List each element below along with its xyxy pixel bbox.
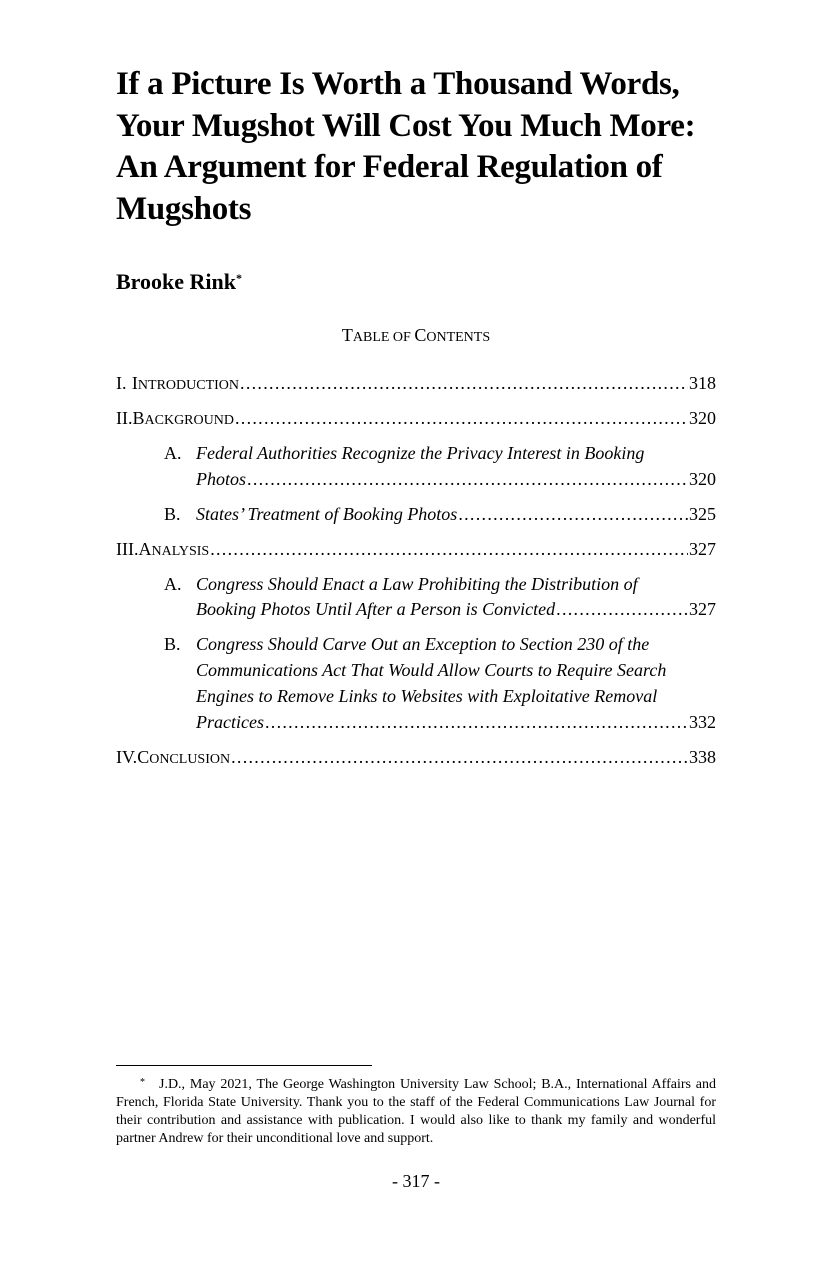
toc-subentry-num: B. — [164, 634, 181, 654]
toc-subentry-num: A. — [164, 574, 182, 594]
toc-page-number: 325 — [689, 504, 716, 524]
toc-page-number: 327 — [689, 599, 716, 619]
toc-entry-label: Practices — [196, 712, 264, 732]
toc-entry-label: INTRODUCTION — [131, 373, 240, 393]
author-footnote — [116, 1076, 716, 1148]
toc-entry-label: CONCLUSION — [137, 747, 231, 767]
toc-page-number: 318 — [689, 373, 716, 393]
toc-entry-conclusion[interactable]: IV. CONCLUSION . . . 338 — [116, 746, 716, 771]
toc-subentry-congress-enact[interactable] — [196, 598, 716, 620]
dot-leader — [556, 598, 688, 620]
author-name: Brooke Rink — [116, 269, 237, 294]
toc-page-number: 320 — [689, 408, 716, 428]
footnote-divider — [116, 1065, 372, 1066]
toc-entry-label: Photos — [196, 469, 247, 489]
footnote-text: J.D., May 2021, The George Washington University Law School; B.A., International Affairs and French, Florida State University. Thank you to the staff of the Federal Communications Law Journal for their contribution and assistance with publication. I would also like to thank my family and wonderful partner Andrew for their unconditional love and support. — [116, 1077, 716, 1146]
toc-subentry-line[interactable]: Congress Should Enact a Law Prohibiting the Distribution of — [196, 574, 638, 594]
toc-entry-label: BACKGROUND — [132, 408, 234, 428]
author-byline — [116, 268, 242, 296]
toc-entry-analysis[interactable]: III. ANALYSIS . . . 327 — [116, 538, 716, 563]
author-footnote-mark: * — [236, 271, 243, 285]
dot-leader — [265, 711, 688, 733]
dot-leader — [235, 407, 688, 429]
toc-entry-background[interactable]: II. BACKGROUND . . . 320 — [116, 407, 716, 432]
dot-leader — [240, 372, 688, 394]
toc-subentry-num: A. — [164, 443, 182, 463]
toc-subentry-num: B. — [164, 504, 181, 524]
dot-leader — [210, 538, 688, 560]
toc-entry-label: States’ Treatment of Booking Photos — [196, 504, 458, 524]
toc-page-number: 332 — [689, 712, 716, 732]
toc-subentry-federal-authorities[interactable] — [196, 468, 716, 490]
toc-subentry-states-treatment[interactable] — [196, 503, 716, 525]
toc-page-number: 327 — [689, 539, 716, 559]
dot-leader — [458, 503, 688, 525]
dot-leader — [247, 468, 688, 490]
toc-subentry-section-230[interactable] — [196, 711, 716, 733]
toc-subentry-line[interactable]: Congress Should Carve Out an Exception to Section 230 of the — [196, 634, 650, 654]
article-title: If a Picture Is Worth a Thousand Words, Your Mugshot Will Cost You Much More: An Argument for Federal Regulation of Mugshots — [116, 66, 696, 227]
toc-entry-introduction[interactable]: I. INTRODUCTION . . . 318 — [116, 372, 716, 397]
toc-heading: TABLE OF CONTENTS — [341, 325, 491, 345]
toc-entry-label: ANALYSIS — [138, 539, 210, 559]
toc-page-number: 320 — [689, 469, 716, 489]
footnote-mark: * — [140, 1077, 145, 1088]
toc-entry-label: Booking Photos Until After a Person is Convicted — [196, 599, 556, 619]
toc-subentry-line[interactable]: Engines to Remove Links to Websites with Exploitative Removal — [196, 686, 658, 706]
page-number: - 317 - — [392, 1171, 440, 1191]
toc-page-number: 338 — [689, 747, 716, 767]
toc-subentry-line[interactable]: Communications Act That Would Allow Courts to Require Search — [196, 660, 667, 680]
toc-subentry-line[interactable]: Federal Authorities Recognize the Privacy Interest in Booking — [196, 443, 645, 463]
dot-leader — [231, 746, 688, 768]
